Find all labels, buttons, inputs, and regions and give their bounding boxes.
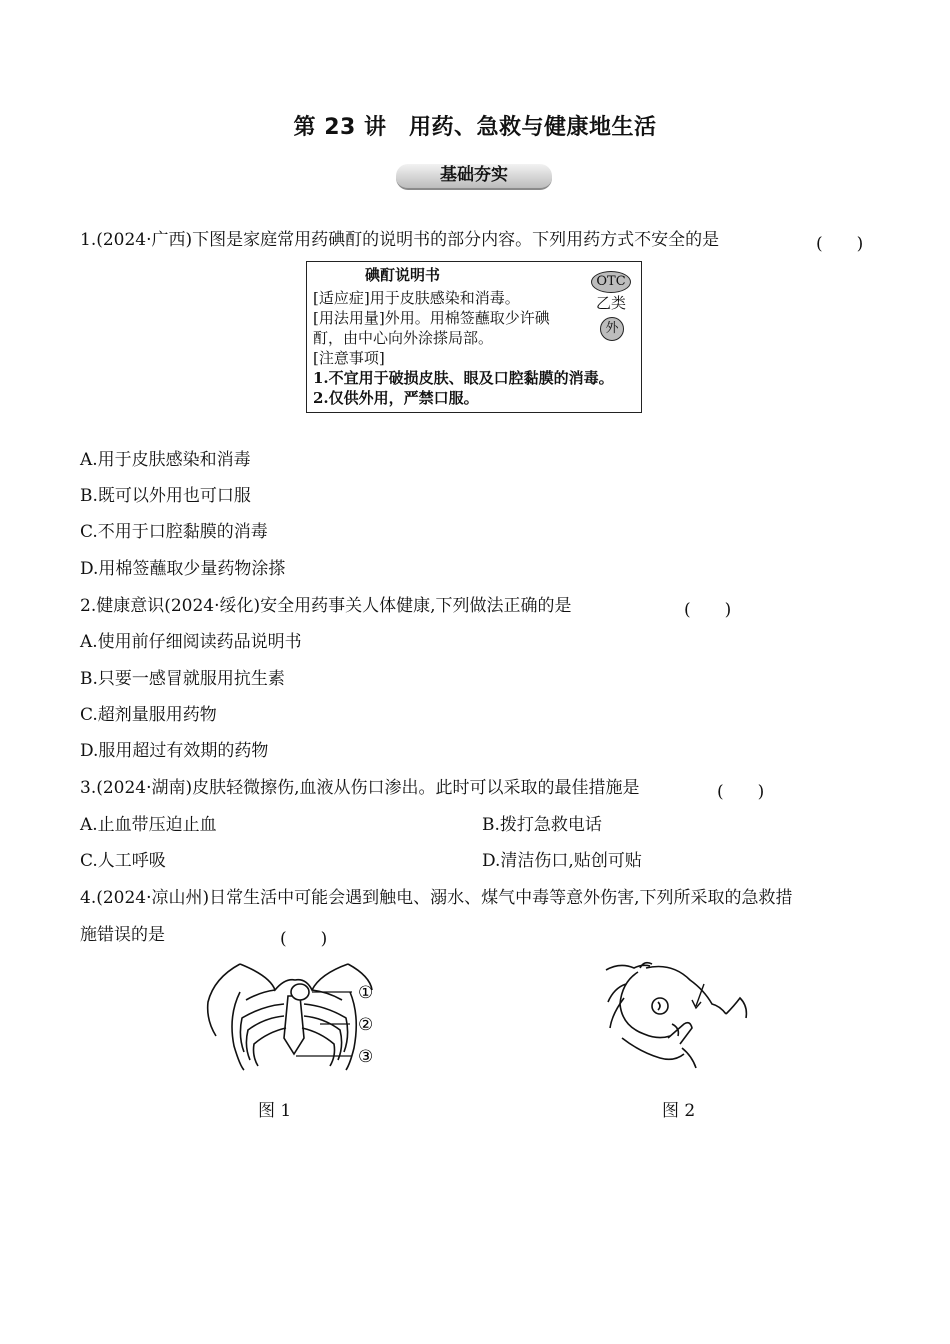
question-4-stem: 4.(2024·凉山州)日常生活中可能会遇到触电、溺水、煤气中毒等意外伤害,下列所采取的急救措 [80, 888, 793, 908]
option-d: D.清洁伤口,贴创可贴 [482, 851, 642, 871]
otc-category: 乙类 [596, 294, 627, 312]
option-a: A.使用前仔细阅读药品说明书 [80, 632, 302, 652]
answer-paren-1: ( ) [816, 234, 864, 254]
figure-1-caption: 图 1 [258, 1101, 292, 1121]
answer-paren-3: ( ) [717, 782, 765, 802]
label-line: [用法用量]外用。用棉签蘸取少许碘 [313, 309, 550, 327]
figure-2-caption: 图 2 [662, 1101, 696, 1121]
answer-paren-2: ( ) [684, 600, 732, 620]
option-c: C.超剂量服用药物 [80, 705, 217, 725]
marker-1: ① [358, 983, 374, 1003]
label-title: 碘酊说明书 [365, 266, 441, 284]
otc-badge: OTC [591, 271, 631, 293]
option-b: B.拨打急救电话 [482, 815, 602, 835]
label-line: 1.不宜用于破损皮肤、眼及口腔黏膜的消毒。 [313, 369, 614, 387]
external-use-badge: 外 [600, 317, 624, 341]
answer-paren-4: ( ) [280, 929, 328, 949]
marker-3: ③ [358, 1047, 374, 1067]
label-line: [适应症]用于皮肤感染和消毒。 [313, 289, 520, 307]
iodine-tincture-label [306, 261, 642, 413]
option-b: B.既可以外用也可口服 [80, 486, 251, 506]
question-2-stem: 2.健康意识(2024·绥化)安全用药事关人体健康,下列做法正确的是 [80, 596, 572, 616]
option-c: C.不用于口腔黏膜的消毒 [80, 522, 268, 542]
question-4-stem-cont: 施错误的是 [80, 925, 165, 945]
option-b: B.只要一感冒就服用抗生素 [80, 669, 285, 689]
ribcage-figure [200, 956, 390, 1076]
page-title: 第 23 讲 用药、急救与健康地生活 [293, 115, 657, 140]
label-line: 酊，由中心向外涂搽局部。 [313, 329, 494, 347]
section-banner: 基础夯实 [396, 164, 552, 190]
label-line: [注意事项] [313, 349, 385, 367]
marker-2: ② [358, 1015, 374, 1035]
pulse-check-figure [600, 958, 752, 1070]
option-a: A.止血带压迫止血 [80, 815, 217, 835]
label-line: 2.仅供外用，严禁口服。 [313, 389, 479, 407]
option-d: D.用棉签蘸取少量药物涂搽 [80, 559, 286, 579]
option-a: A.用于皮肤感染和消毒 [80, 450, 251, 470]
option-d: D.服用超过有效期的药物 [80, 741, 269, 761]
question-3-stem: 3.(2024·湖南)皮肤轻微擦伤,血液从伤口渗出。此时可以采取的最佳措施是 [80, 778, 640, 798]
question-1-stem: 1.(2024·广西)下图是家庭常用药碘酊的说明书的部分内容。下列用药方式不安全的是 [80, 230, 720, 250]
option-c: C.人工呼吸 [80, 851, 166, 871]
